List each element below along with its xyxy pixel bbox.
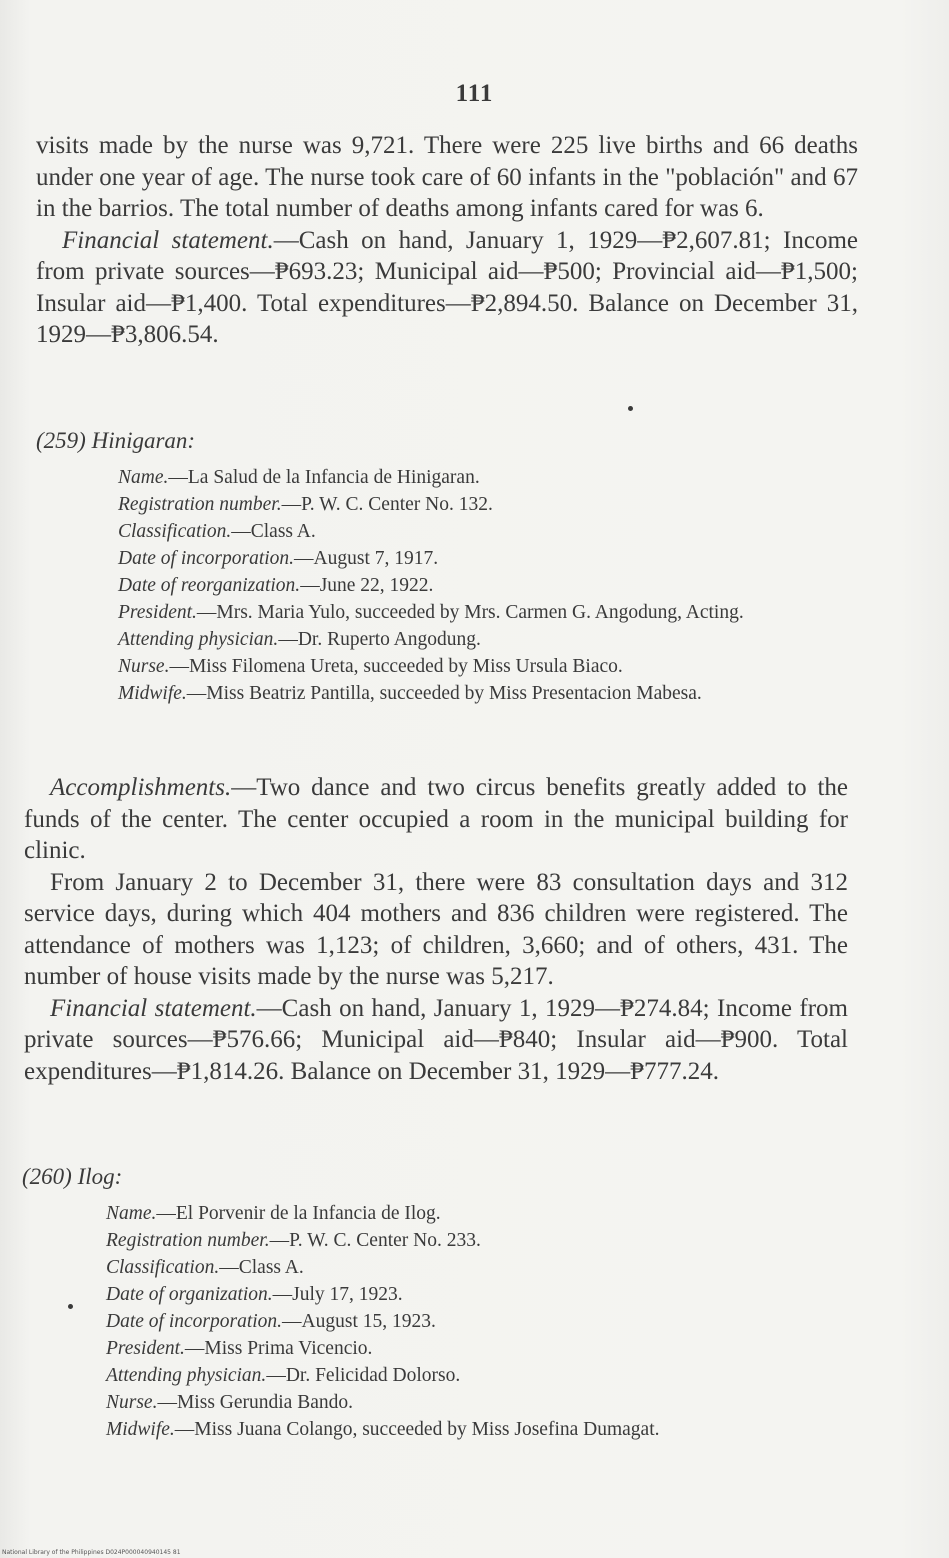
- financial-statement-paragraph: [36, 225, 858, 351]
- entry-text: —P. W. C. Center No. 233.: [269, 1230, 481, 1251]
- entry-text: —El Porvenir de la Infancia de Ilog.: [156, 1203, 441, 1224]
- entry-item: [106, 1389, 836, 1416]
- entry-item: [118, 599, 853, 626]
- entry-text: —Dr. Felicidad Dolorso.: [266, 1365, 461, 1386]
- financial-statement-text: —Cash on hand, January 1, 1929—₱274.84; Income from private sources—₱576.66; Municipal aid—₱840; Insular aid—₱900. Total expenditures—₱1,814.26. Balance on December 31, 1929—₱777.24.: [24, 994, 848, 1085]
- entry-item: [106, 1416, 836, 1443]
- scan-footer: National Library of the Philippines D024P000040940145 81: [2, 1549, 181, 1556]
- entry-label: Date of incorporation.: [118, 548, 295, 569]
- entry-text: —Miss Filomena Ureta, succeeded by Miss Ursula Biaco.: [169, 656, 623, 677]
- entry-item: [106, 1335, 836, 1362]
- accomplishments-text: —Two dance and two circus benefits greatly added to the funds of the center. The center occupied a room in the municipal building for clinic.: [24, 774, 848, 864]
- entry-text: —Class A.: [231, 521, 316, 542]
- financial-statement-label: Financial statement.: [62, 226, 274, 254]
- entry-label: Nurse.: [106, 1392, 158, 1413]
- entry-text: —August 15, 1923.: [282, 1311, 436, 1332]
- entry-label: Name.: [106, 1203, 157, 1224]
- entry-label: Registration number.: [106, 1230, 270, 1251]
- entry-item: [118, 545, 853, 572]
- financial-statement-label: Financial statement.: [50, 994, 257, 1022]
- entry-label: Attending physician.: [106, 1365, 267, 1386]
- scan-speck: [68, 1304, 73, 1309]
- entry-item: [118, 464, 853, 491]
- accomplishments-label: Accomplishments.: [50, 774, 232, 801]
- financial-statement-text: —Cash on hand, January 1, 1929—₱2,607.81; Income from private sources—₱693.23; Municipal aid—₱500; Provincial aid—₱1,500; Insular aid—₱1,400. Total expenditures—₱2,894.50. Balance on December 31, 1929—₱3,806.54.: [36, 226, 858, 348]
- entry-item: [118, 653, 853, 680]
- section-place: Ilog:: [77, 1164, 123, 1189]
- entry-item: [106, 1281, 836, 1308]
- entry-label: Midwife.: [118, 683, 187, 704]
- financial-statement-paragraph: [24, 993, 848, 1088]
- entry-text: —P. W. C. Center No. 132.: [281, 494, 493, 515]
- entry-item: [106, 1227, 836, 1254]
- entry-label: Classification.: [106, 1257, 220, 1278]
- entry-item: [106, 1254, 836, 1281]
- entry-label: Date of organization.: [106, 1284, 273, 1305]
- entry-item: [118, 572, 853, 599]
- entry-label: Name.: [118, 467, 169, 488]
- entry-text: —Dr. Ruperto Angodung.: [278, 629, 481, 650]
- stats-paragraph: From January 2 to December 31, there were 83 consultation days and 312 service days, during which 404 mothers and 836 children were registered. The attendance of mothers was 1,123; of children, 3,660; and of others, 431. The number of house visits made by the nurse was 5,217.: [24, 868, 848, 990]
- entry-item: [106, 1308, 836, 1335]
- entry-label: Classification.: [118, 521, 232, 542]
- entry-text: —July 17, 1923.: [272, 1284, 403, 1305]
- entry-text: —Miss Prima Vicencio.: [184, 1338, 373, 1359]
- entry-text: —Mrs. Maria Yulo, succeeded by Mrs. Carmen G. Angodung, Acting.: [196, 602, 744, 623]
- page-number: 111: [455, 80, 494, 107]
- section-259-paragraphs: [24, 772, 848, 1087]
- section-place: Hinigaran:: [91, 428, 196, 453]
- scan-speck: [628, 406, 633, 411]
- entry-label: Date of incorporation.: [106, 1311, 283, 1332]
- entry-list-259: [118, 464, 853, 707]
- section-number: (259): [36, 428, 86, 453]
- entry-text: —Miss Gerundia Bando.: [157, 1392, 353, 1413]
- entry-label: Attending physician.: [118, 629, 279, 650]
- entry-item: [106, 1200, 836, 1227]
- entry-label: President.: [106, 1338, 185, 1359]
- entry-text: —August 7, 1917.: [294, 548, 439, 569]
- entry-label: Date of reorganization.: [118, 575, 301, 596]
- entry-list-260: [106, 1200, 836, 1443]
- section-heading-260: [22, 1164, 122, 1190]
- entry-label: President.: [118, 602, 197, 623]
- entry-item: [118, 626, 853, 653]
- entry-text: —Class A.: [219, 1257, 304, 1278]
- entry-item: [118, 518, 853, 545]
- entry-text: —Miss Beatriz Pantilla, succeeded by Miss Presentacion Mabesa.: [186, 683, 702, 704]
- entry-item: [106, 1362, 836, 1389]
- entry-text: —Miss Juana Colango, succeeded by Miss Josefina Dumagat.: [174, 1419, 660, 1440]
- entry-label: Registration number.: [118, 494, 282, 515]
- entry-item: [118, 491, 853, 518]
- entry-label: Midwife.: [106, 1419, 175, 1440]
- section-heading-259: [36, 428, 195, 454]
- entry-text: —La Salud de la Infancia de Hinigaran.: [168, 467, 480, 488]
- entry-text: —June 22, 1922.: [300, 575, 434, 596]
- continuation-paragraph: visits made by the nurse was 9,721. There were 225 live births and 66 deaths under one year of age. The nurse took care of 60 infants in the "población" and 67 in the barrios. The total number of deaths among infants cared for was 6.: [36, 132, 858, 222]
- section-number: (260): [22, 1164, 72, 1189]
- accomplishments-paragraph: [24, 772, 848, 867]
- entry-item: [118, 680, 853, 707]
- intro-block: [36, 130, 858, 351]
- entry-label: Nurse.: [118, 656, 170, 677]
